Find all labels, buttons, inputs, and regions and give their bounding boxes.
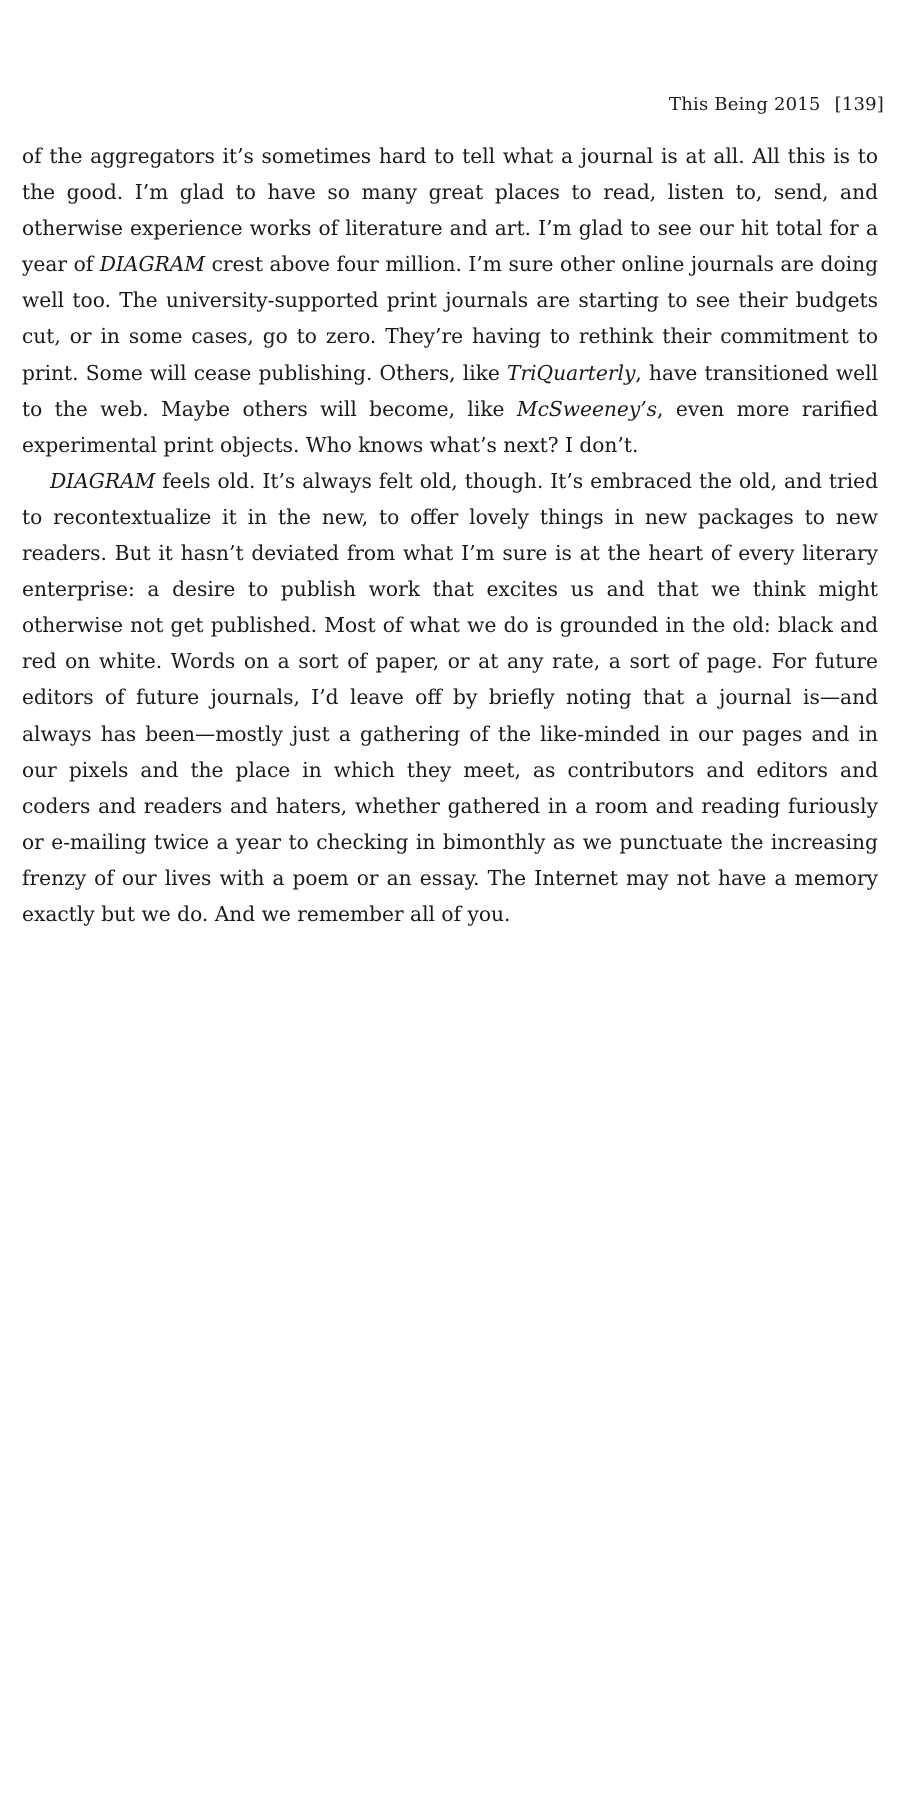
- paragraph-1: [22, 138, 878, 463]
- italic-title-mcsweeneys: McSweeney’s: [516, 396, 658, 421]
- paragraph-2: [22, 463, 878, 932]
- italic-title-diagram: DIAGRAM: [50, 468, 156, 493]
- text-run: feels old. It’s always felt old, though. It’s embraced the old, and tried to recontextualize it in the new, to offer lovely things in new packages to new readers. But it hasn’t deviated from what I’m sure is at the heart of every literary enterprise: a desire to publish work that excites us and that we think might otherwise not get published. Most of what we do is grounded in the old: black and red on white. Words on a sort of paper, or at any rate, a sort of page. For future editors of future journals, I’d leave off by briefly noting that a journal is—and always has been—mostly just a gathering of the like-minded in our pages and in our pixels and the place in which they meet, as contributors and editors and coders and readers and haters, whether gathered in a room and reading furiously or e-mailing twice a year to checking in bimonthly as we punctuate the increasing frenzy of our lives with a poem or an essay. The Internet may not have a memory exactly but we do. And we remember all of you.: [22, 468, 878, 926]
- text-run: , have transitioned well to the web. Maybe others will become, like: [22, 360, 878, 421]
- text-run: crest above four million. I’m sure other online journals are doing well too. The university-supported print journals are starting to see their budgets cut, or in some cases, go to zero. They’re having to rethink their commitment to print. Some will cease publishing. Others, like: [22, 252, 878, 385]
- italic-title-diagram: DIAGRAM: [99, 252, 206, 277]
- text-run: of the aggregators it’s sometimes hard to tell what a journal is at all. All this is to the good. I’m glad to have so many great places to read, listen to, send, and otherwise experience works of literature and art. I’m glad to see our hit total for a year of: [22, 144, 878, 277]
- page-number: [139]: [834, 94, 884, 115]
- body-text: [22, 138, 878, 932]
- running-head: [669, 94, 884, 115]
- running-head-title: This Being 2015: [668, 94, 821, 115]
- italic-title-triquarterly: TriQuarterly: [506, 360, 636, 385]
- text-run: , even more rarified experimental print objects. Who knows what’s next? I don’t.: [22, 396, 878, 457]
